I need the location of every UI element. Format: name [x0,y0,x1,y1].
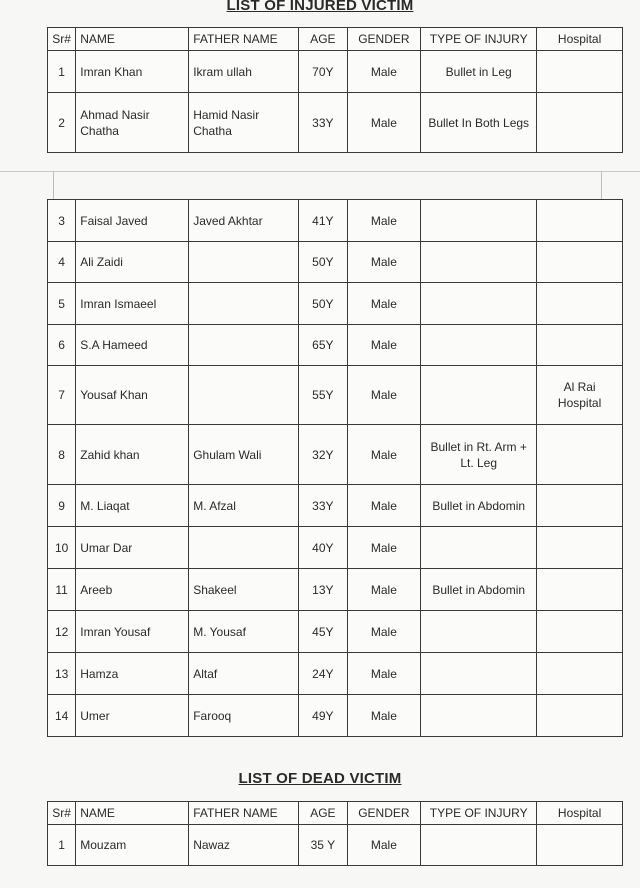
separator-tick-right [601,171,602,199]
hospital-cell [537,325,623,366]
sr-cell: 6 [48,325,76,366]
hospital-cell [537,283,623,325]
gender-cell: Male [347,283,421,325]
header-type-of-injury: TYPE OF INJURY [421,28,537,51]
gender-cell: Male [347,695,421,737]
sr-cell: 5 [48,283,76,325]
hospital-cell [537,611,623,653]
header-age: AGE [299,802,347,825]
father-name-cell: Farooq [189,695,299,737]
sr-cell: 10 [48,527,76,569]
table-row [48,569,623,611]
father-name-cell: Javed Akhtar [189,200,299,242]
gender-cell: Male [347,366,421,425]
sr-cell: 7 [48,366,76,425]
injured-table-part2 [47,199,623,737]
injury-cell [421,242,537,283]
page-separator [0,171,640,172]
table-row [48,366,623,425]
name-cell: Ali Zaidi [76,242,189,283]
gender-cell: Male [347,527,421,569]
hospital-cell [537,242,623,283]
father-name-cell: Ikram ullah [189,51,299,93]
table-row [48,242,623,283]
father-name-cell: M. Afzal [189,485,299,527]
age-cell: 33Y [299,93,347,153]
table-row [48,283,623,325]
table-row [48,425,623,485]
injury-cell: Bullet in Abdomin [421,569,537,611]
age-cell: 50Y [299,283,347,325]
injury-cell [421,325,537,366]
injured-list-title: LIST OF INJURED VICTIM [226,0,414,14]
table-row [48,485,623,527]
sr-cell: 13 [48,653,76,695]
father-name-cell: Shakeel [189,569,299,611]
hospital-cell [537,569,623,611]
injury-cell [421,200,537,242]
name-cell: Imran Khan [76,51,189,93]
name-cell: S.A Hameed [76,325,189,366]
age-cell: 35 Y [299,825,347,866]
name-cell: Umar Dar [76,527,189,569]
header-gender: GENDER [347,802,421,825]
gender-cell: Male [347,425,421,485]
father-name-cell: Ghulam Wali [189,425,299,485]
header-age: AGE [299,28,347,51]
injury-cell: Bullet In Both Legs [421,93,537,153]
age-cell: 65Y [299,325,347,366]
table-row [48,611,623,653]
injury-cell [421,825,537,866]
gender-cell: Male [347,242,421,283]
dead-table [47,801,623,866]
father-name-cell [189,527,299,569]
name-cell: Yousaf Khan [76,366,189,425]
father-name-cell: M. Yousaf [189,611,299,653]
gender-cell: Male [347,200,421,242]
header-sr: Sr# [48,802,76,825]
sr-cell: 4 [48,242,76,283]
sr-cell: 8 [48,425,76,485]
name-cell: Hamza [76,653,189,695]
header-name: NAME [76,28,189,51]
injury-cell [421,695,537,737]
hospital-cell [537,485,623,527]
age-cell: 70Y [299,51,347,93]
injury-cell: Bullet in Leg [421,51,537,93]
hospital-cell [537,425,623,485]
name-cell: Faisal Javed [76,200,189,242]
name-cell: Zahid khan [76,425,189,485]
hospital-cell [537,51,623,93]
table-row [48,200,623,242]
table-row [48,825,623,866]
header-hospital: Hospital [537,28,623,51]
hospital-cell [537,653,623,695]
injury-cell: Bullet in Abdomin [421,485,537,527]
name-cell: M. Liaqat [76,485,189,527]
header-name: NAME [76,802,189,825]
injury-cell [421,527,537,569]
age-cell: 13Y [299,569,347,611]
father-name-cell: Altaf [189,653,299,695]
father-name-cell [189,366,299,425]
table-row [48,93,623,153]
injury-cell [421,366,537,425]
table-row [48,653,623,695]
father-name-cell: Hamid Nasir Chatha [189,93,299,153]
injury-cell [421,653,537,695]
gender-cell: Male [347,325,421,366]
header-type-of-injury: TYPE OF INJURY [421,802,537,825]
header-gender: GENDER [347,28,421,51]
sr-cell: 3 [48,200,76,242]
father-name-cell: Nawaz [189,825,299,866]
table-row [48,51,623,93]
table-row [48,527,623,569]
header-sr: Sr# [48,28,76,51]
name-cell: Ahmad Nasir Chatha [76,93,189,153]
sr-cell: 1 [48,825,76,866]
hospital-cell: Al Rai Hospital [537,366,623,425]
injured-table-part1 [47,27,623,153]
father-name-cell [189,325,299,366]
age-cell: 55Y [299,366,347,425]
sr-cell: 11 [48,569,76,611]
age-cell: 40Y [299,527,347,569]
name-cell: Mouzam [76,825,189,866]
age-cell: 32Y [299,425,347,485]
gender-cell: Male [347,653,421,695]
age-cell: 33Y [299,485,347,527]
gender-cell: Male [347,611,421,653]
name-cell: Areeb [76,569,189,611]
dead-list-title: LIST OF DEAD VICTIM [238,770,402,787]
sr-cell: 2 [48,93,76,153]
header-father-name: FATHER NAME [189,802,299,825]
sr-cell: 9 [48,485,76,527]
injury-cell [421,283,537,325]
age-cell: 45Y [299,611,347,653]
hospital-cell [537,695,623,737]
table-row [48,325,623,366]
injury-cell: Bullet in Rt. Arm + Lt. Leg [421,425,537,485]
age-cell: 24Y [299,653,347,695]
table-row [48,695,623,737]
name-cell: Imran Ismaeel [76,283,189,325]
table-header-row [48,28,623,51]
sr-cell: 12 [48,611,76,653]
father-name-cell [189,283,299,325]
hospital-cell [537,93,623,153]
gender-cell: Male [347,825,421,866]
header-hospital: Hospital [537,802,623,825]
hospital-cell [537,825,623,866]
table-header-row [48,802,623,825]
separator-tick-left [53,171,54,199]
age-cell: 41Y [299,200,347,242]
name-cell: Umer [76,695,189,737]
sr-cell: 1 [48,51,76,93]
age-cell: 50Y [299,242,347,283]
gender-cell: Male [347,93,421,153]
father-name-cell [189,242,299,283]
gender-cell: Male [347,569,421,611]
gender-cell: Male [347,485,421,527]
hospital-cell [537,527,623,569]
name-cell: Imran Yousaf [76,611,189,653]
header-father-name: FATHER NAME [189,28,299,51]
age-cell: 49Y [299,695,347,737]
gender-cell: Male [347,51,421,93]
injury-cell [421,611,537,653]
sr-cell: 14 [48,695,76,737]
hospital-cell [537,200,623,242]
